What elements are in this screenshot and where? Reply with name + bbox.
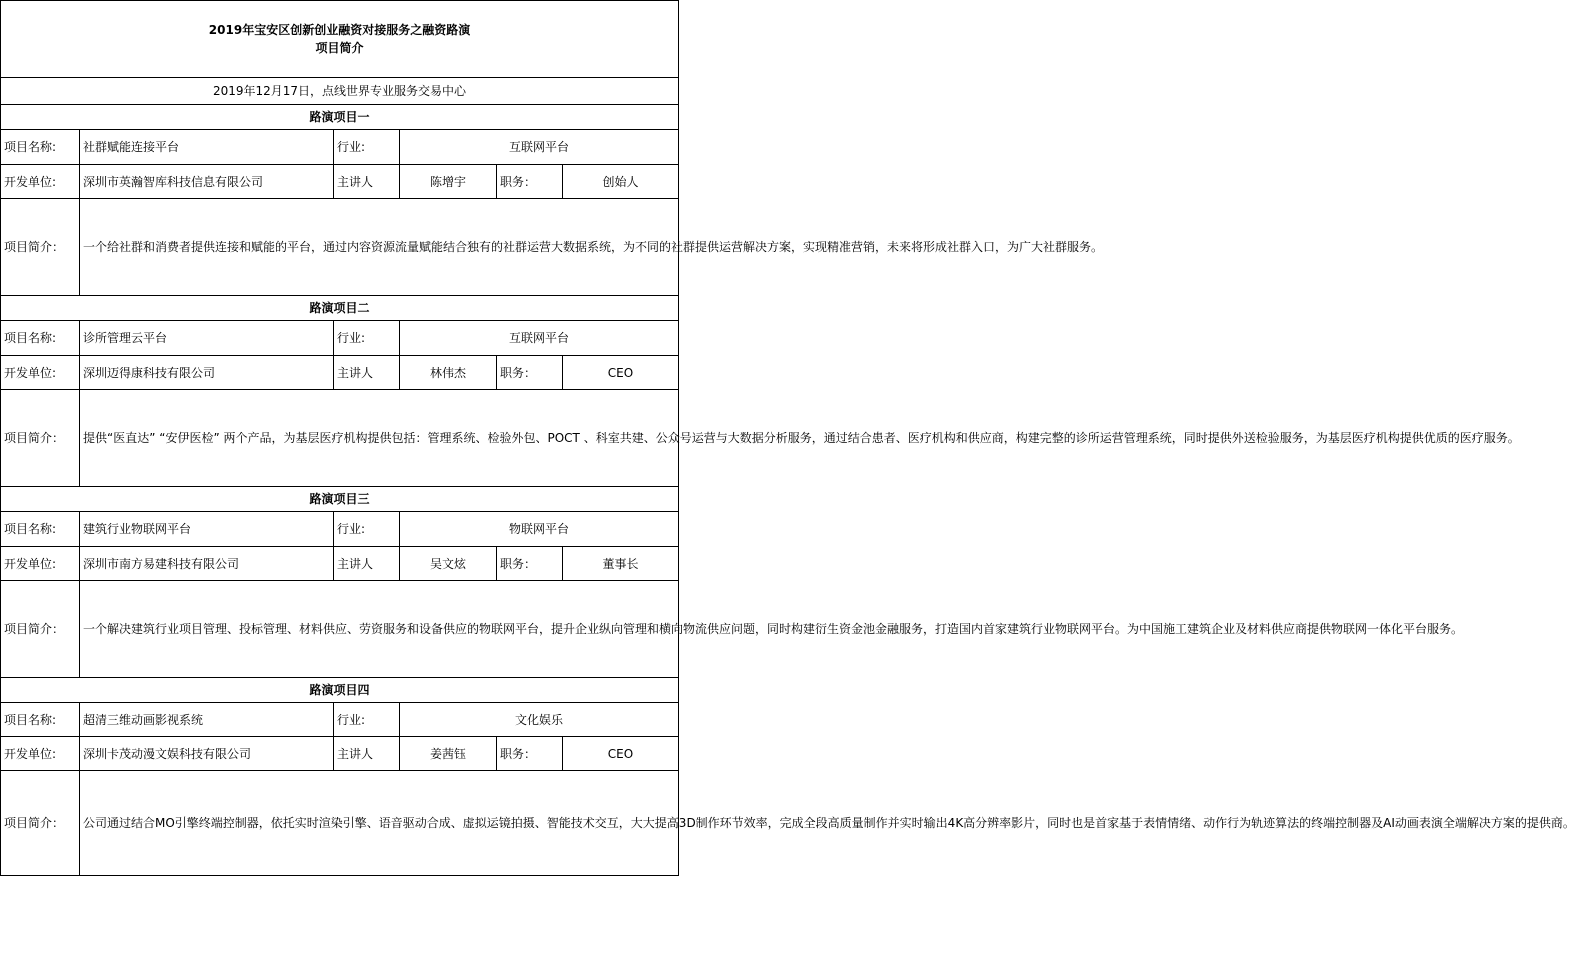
- summary-label: 项目简介：: [1, 390, 80, 487]
- project-name-value: 建筑行业物联网平台: [80, 512, 334, 547]
- project-name-label: 项目名称:: [1, 703, 80, 737]
- summary-value: 提供“医直达” “安伊医检” 两个产品，为基层医疗机构提供包括：管理系统、检验外包、POCT 、科室共建、公众号运营与大数据分析服务，通过结合患者、医疗机构和供应商，构建完整的诊所运营管理系统，同时提供外送检验服务，为基层医疗机构提供优质的医疗服务。: [80, 390, 679, 487]
- position-label: 职务：: [497, 547, 563, 581]
- industry-label: 行业:: [334, 321, 400, 356]
- position-value: CEO: [563, 356, 679, 390]
- section-header-project-3: 路演项目三: [1, 487, 679, 512]
- position-value: CEO: [563, 737, 679, 771]
- speaker-label: 主讲人: [334, 547, 400, 581]
- speaker-label: 主讲人: [334, 165, 400, 199]
- project-name-value: 诊所管理云平台: [80, 321, 334, 356]
- position-value: 董事长: [563, 547, 679, 581]
- position-label: 职务：: [497, 356, 563, 390]
- industry-value: 物联网平台: [400, 512, 679, 547]
- position-label: 职务：: [497, 165, 563, 199]
- section-header-project-1: 路演项目一: [1, 105, 679, 130]
- developer-value: 深圳市英瀚智库科技信息有限公司: [80, 165, 334, 199]
- project-name-value: 超清三维动画影视系统: [80, 703, 334, 737]
- industry-value: 互联网平台: [400, 130, 679, 165]
- speaker-value: 吴文炫: [400, 547, 497, 581]
- section-header-project-4: 路演项目四: [1, 678, 679, 703]
- document-title: [1, 1, 679, 78]
- industry-label: 行业:: [334, 512, 400, 547]
- position-value: 创始人: [563, 165, 679, 199]
- developer-label: 开发单位:: [1, 356, 80, 390]
- developer-label: 开发单位:: [1, 165, 80, 199]
- industry-value: 文化娱乐: [400, 703, 679, 737]
- event-date-location: 2019年12月17日，点线世界专业服务交易中心: [1, 78, 679, 105]
- project-name-label: 项目名称:: [1, 512, 80, 547]
- developer-label: 开发单位:: [1, 547, 80, 581]
- industry-label: 行业:: [334, 703, 400, 737]
- section-header-project-2: 路演项目二: [1, 296, 679, 321]
- title-line-1: 2019年宝安区创新创业融资对接服务之融资路演: [208, 23, 471, 37]
- speaker-label: 主讲人: [334, 737, 400, 771]
- position-label: 职务：: [497, 737, 563, 771]
- developer-value: 深圳卡茂动漫文娱科技有限公司: [80, 737, 334, 771]
- summary-value: 一个解决建筑行业项目管理、投标管理、材料供应、劳资服务和设备供应的物联网平台，提升企业纵向管理和横向物流供应问题，同时构建衍生资金池金融服务，打造国内首家建筑行业物联网平台。为中国施工建筑企业及材料供应商提供物联网一体化平台服务。: [80, 581, 679, 678]
- speaker-value: 陈增宇: [400, 165, 497, 199]
- industry-label: 行业:: [334, 130, 400, 165]
- title-line-2: 项目简介: [315, 41, 364, 55]
- speaker-label: 主讲人: [334, 356, 400, 390]
- speaker-value: 姜茜钰: [400, 737, 497, 771]
- summary-value: 公司通过结合MO引擎终端控制器，依托实时渲染引擎、语音驱动合成、虚拟运镜拍摄、智能技术交互，大大提高3D制作环节效率，完成全段高质量制作并实时输出4K高分辨率影片，同时也是首家基于表情情绪、动作行为轨迹算法的终端控制器及AI动画表演全端解决方案的提供商。: [80, 771, 679, 876]
- speaker-value: 林伟杰: [400, 356, 497, 390]
- developer-value: 深圳市南方易建科技有限公司: [80, 547, 334, 581]
- summary-label: 项目简介：: [1, 771, 80, 876]
- developer-value: 深圳迈得康科技有限公司: [80, 356, 334, 390]
- summary-label: 项目简介：: [1, 199, 80, 296]
- project-name-label: 项目名称:: [1, 130, 80, 165]
- summary-label: 项目简介：: [1, 581, 80, 678]
- industry-value: 互联网平台: [400, 321, 679, 356]
- summary-value: 一个给社群和消费者提供连接和赋能的平台，通过内容资源流量赋能结合独有的社群运营大数据系统，为不同的社群提供运营解决方案，实现精准营销，未来将形成社群入口，为广大社群服务。: [80, 199, 679, 296]
- developer-label: 开发单位:: [1, 737, 80, 771]
- project-name-label: 项目名称:: [1, 321, 80, 356]
- project-name-value: 社群赋能连接平台: [80, 130, 334, 165]
